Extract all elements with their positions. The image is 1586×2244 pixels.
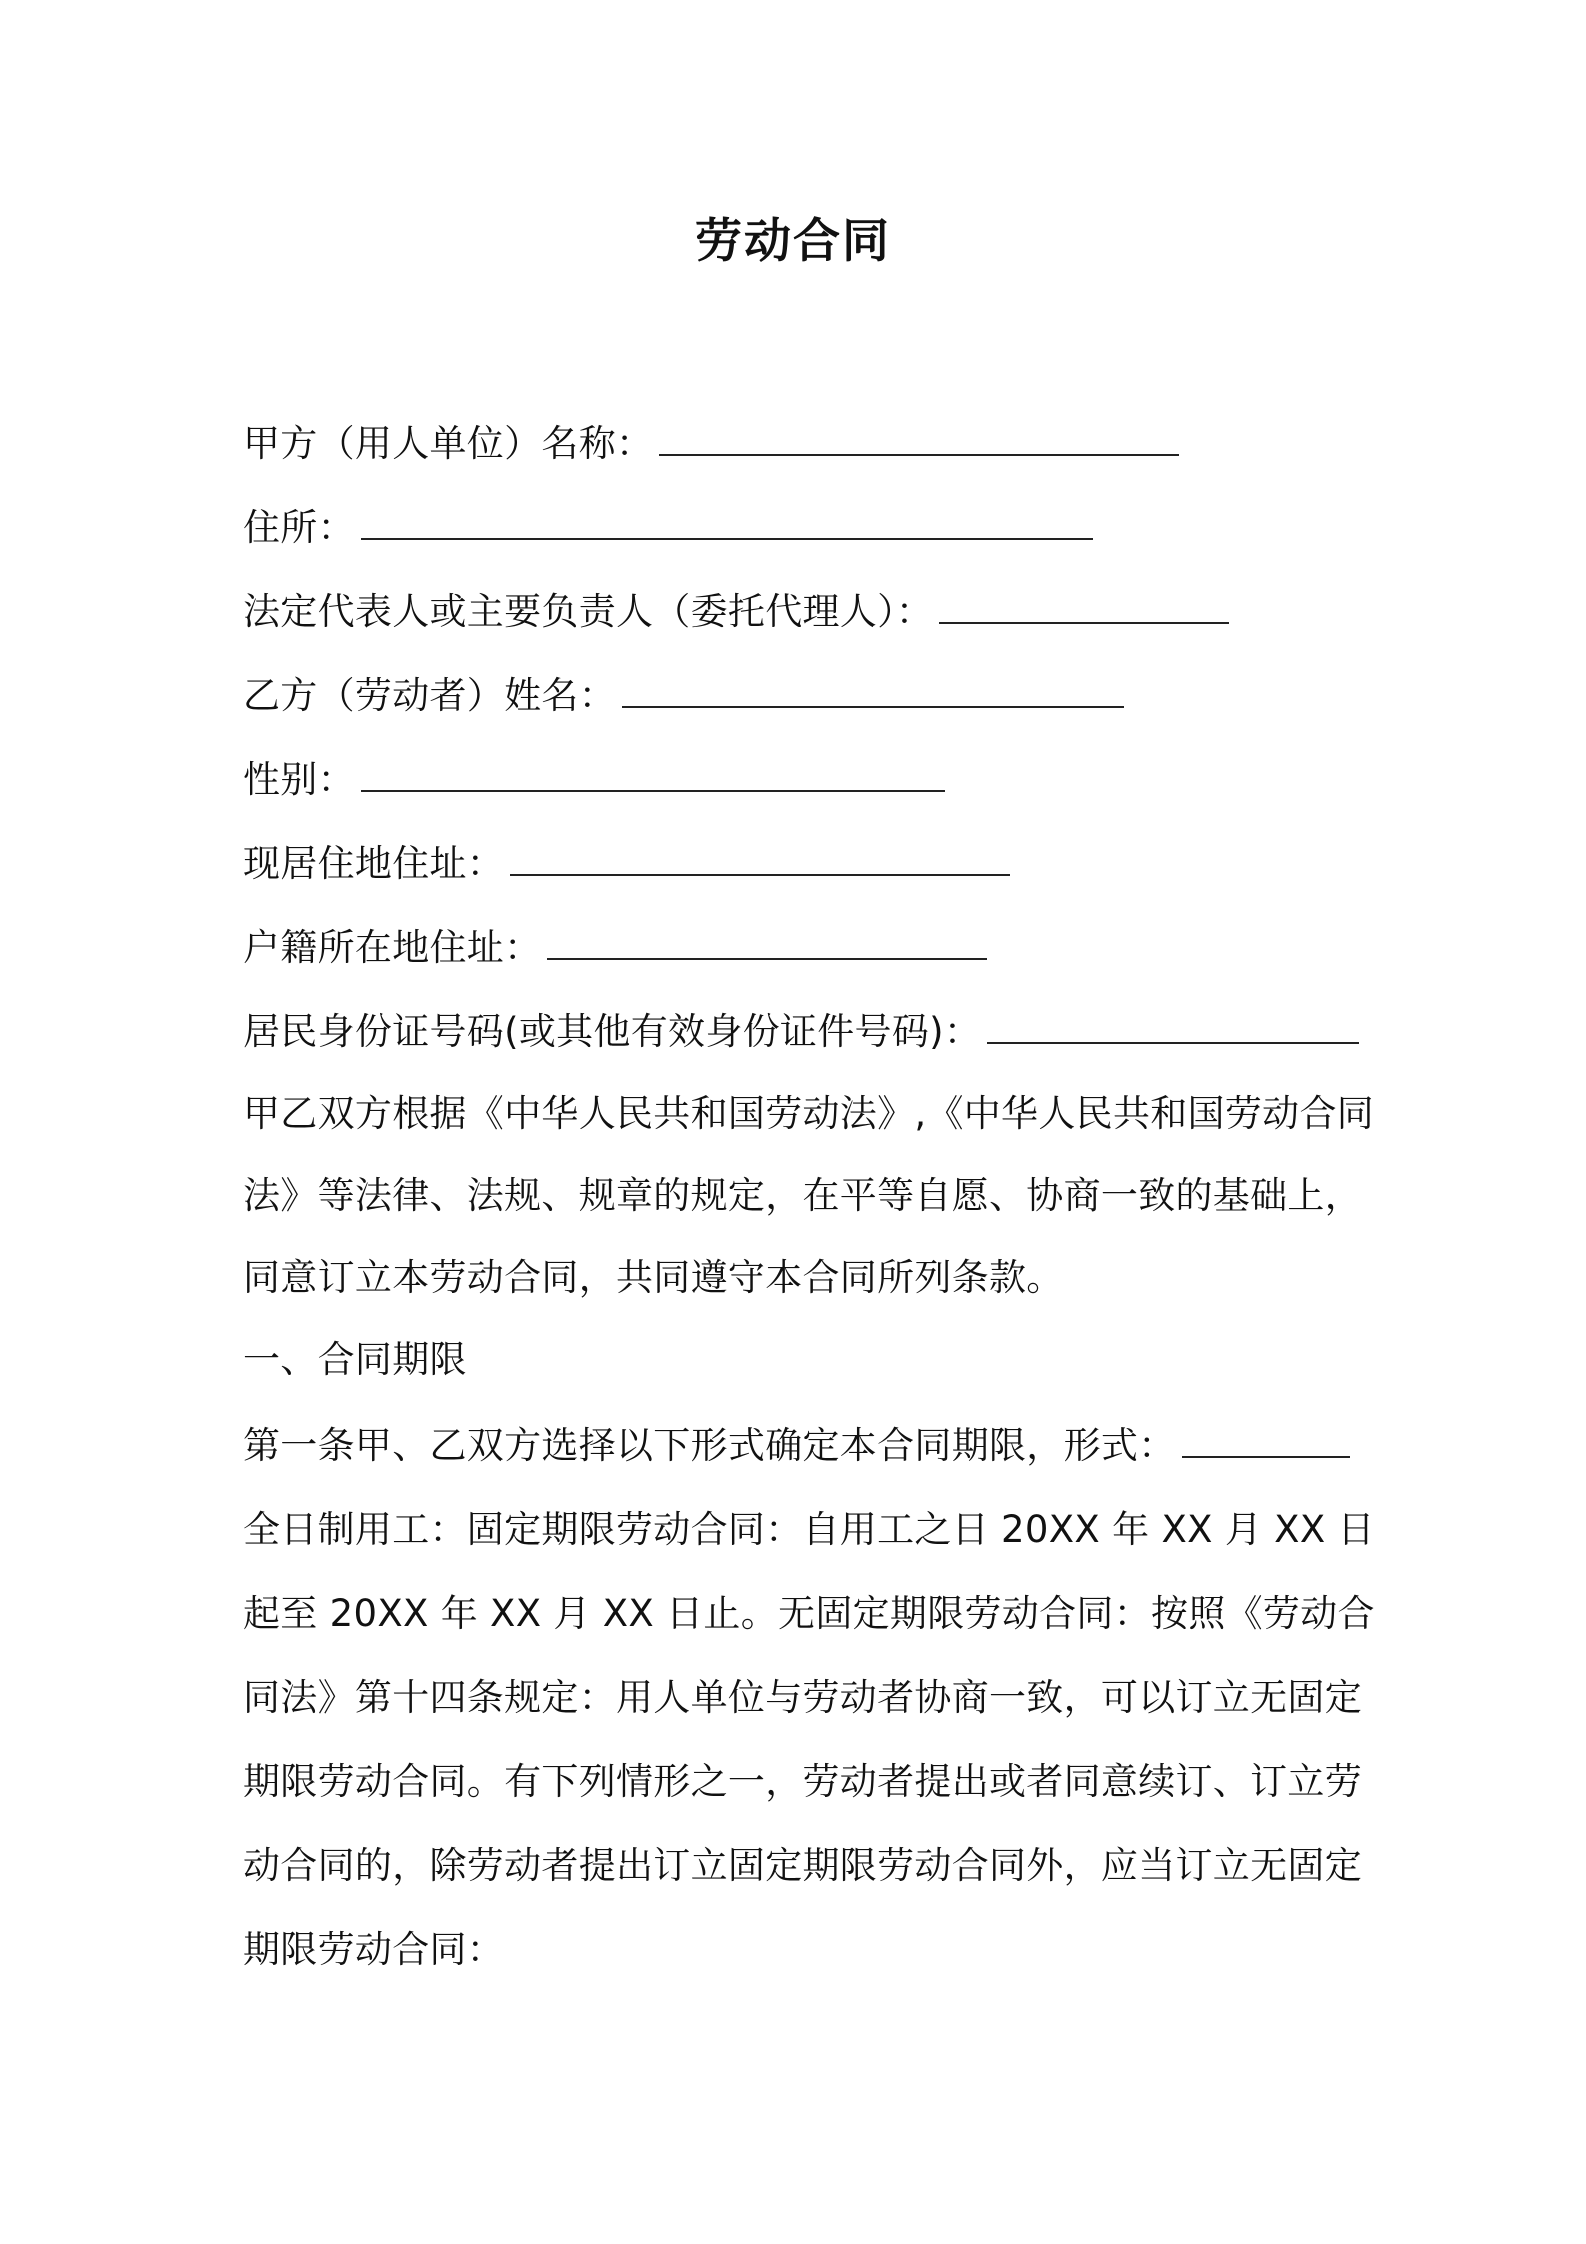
field-gender <box>243 756 945 804</box>
article-1-body-line: 期限劳动合同： <box>243 1928 505 1971</box>
field-household-address <box>243 924 987 972</box>
fill-blank[interactable] <box>361 760 945 792</box>
field-employer-name <box>243 420 1179 468</box>
field-label: 法定代表人或主要负责人（委托代理人）： <box>243 590 934 633</box>
field-label: 甲方（用人单位）名称： <box>243 422 654 465</box>
article-1-body-line: 起至 20XX 年 XX 月 XX 日止。无固定期限劳动合同：按照《劳动合 <box>243 1592 1375 1635</box>
field-label: 户籍所在地住址： <box>243 926 542 969</box>
article-1-body-line: 同法》第十四条规定：用人单位与劳动者协商一致，可以订立无固定 <box>243 1676 1362 1719</box>
field-label: 现居住地住址： <box>243 842 505 885</box>
article-1-label <box>243 1422 1350 1470</box>
fill-blank[interactable] <box>547 928 987 960</box>
article-1-body-line: 全日制用工：固定期限劳动合同：自用工之日 20XX 年 XX 月 XX 日 <box>243 1508 1375 1551</box>
fill-blank[interactable] <box>659 424 1179 456</box>
field-current-address <box>243 840 1010 888</box>
preamble-line: 甲乙双方根据《中华人民共和国劳动法》,《中华人民共和国劳动合同 <box>243 1092 1375 1135</box>
fill-blank[interactable] <box>510 844 1010 876</box>
article-1-body-line: 动合同的，除劳动者提出订立固定期限劳动合同外，应当订立无固定 <box>243 1844 1362 1887</box>
preamble-line: 法》等法律、法规、规章的规定，在平等自愿、协商一致的基础上， <box>243 1174 1362 1217</box>
field-label: 乙方（劳动者）姓名： <box>243 674 616 717</box>
fill-blank[interactable] <box>361 508 1093 540</box>
fill-blank[interactable] <box>622 676 1124 708</box>
fill-blank[interactable] <box>939 592 1229 624</box>
section-heading: 一、合同期限 <box>243 1338 467 1381</box>
field-address <box>243 504 1093 552</box>
article-1-body-line: 期限劳动合同。有下列情形之一，劳动者提出或者同意续订、订立劳 <box>243 1760 1362 1803</box>
field-label: 性别： <box>243 758 355 801</box>
field-legal-representative <box>243 588 1229 636</box>
fill-blank[interactable] <box>987 1012 1359 1044</box>
field-employee-name <box>243 672 1124 720</box>
field-label: 居民身份证号码(或其他有效身份证件号码)： <box>243 1010 982 1053</box>
field-label: 住所： <box>243 506 355 549</box>
preamble-line: 同意订立本劳动合同，共同遵守本合同所列条款。 <box>243 1256 1064 1299</box>
field-id-number <box>243 1008 1359 1056</box>
article-1-text: 第一条甲、乙双方选择以下形式确定本合同期限，形式： <box>243 1424 1176 1467</box>
document-title: 劳动合同 <box>695 214 891 269</box>
fill-blank[interactable] <box>1182 1426 1350 1458</box>
